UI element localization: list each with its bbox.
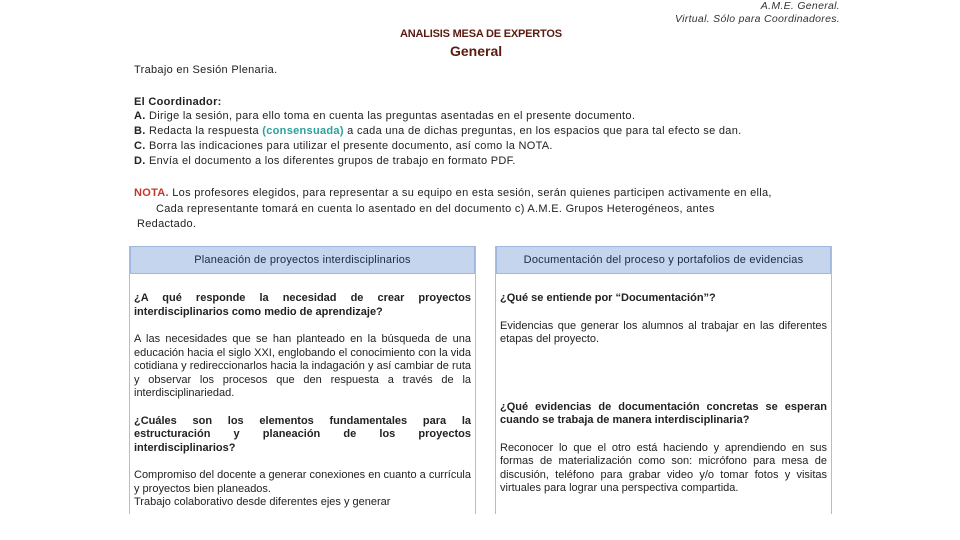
instruction-d-text: Envía el documento a los diferentes grupos de trabajo en formato PDF. — [145, 155, 516, 167]
left-answer-2: Compromiso del docente a generar conexiones en cuanto a currícula y proyectos bien planeados. — [134, 469, 471, 495]
right-column — [495, 246, 832, 514]
instruction-b-pre: Redacta la respuesta — [145, 125, 263, 137]
coordinator-label: El Coordinador: — [134, 96, 222, 108]
header-line-2: Virtual. Sólo para Coordinadores. — [675, 13, 840, 25]
instruction-c-text: Borra las indicaciones para utilizar el presente documento, así como la NOTA. — [145, 140, 553, 152]
instruction-a-letter: A. — [134, 110, 146, 122]
right-answer-1: Evidencias que generar los alumnos al trabajar en las diferentes etapas del proyecto. — [500, 319, 827, 345]
left-answer-1: A las necesidades que se han planteado en la búsqueda de una educación hacia el siglo XXI, englobando el conocimiento con la vida cotidiana y redireccionarlos hacia la indagación y así cambiar de ruta y observar los procesos que den respuesta a través de la interdisciplinariedad. — [134, 333, 471, 399]
right-question-2: ¿Qué evidencias de documentación concretas se esperan cuando se trabaja de manera interdisciplinaria? — [500, 400, 827, 426]
instruction-d — [134, 155, 516, 167]
document-header — [675, 0, 840, 26]
left-question-2: ¿Cuáles son los elementos fundamentales para la estructuración y planeación de los proyectos interdisciplinarios? — [134, 414, 471, 454]
note-line-2: Cada representante tomará en cuenta lo asentado en del documento c) A.M.E. Grupos Heterogéneos, antes — [156, 203, 715, 215]
instruction-d-letter: D. — [134, 155, 146, 167]
right-answer-2: Reconocer lo que el otro está haciendo y aprendiendo en sus formas de materialización como son: micrófono para mesa de discusión, teléfono para grabar video y/o tomar fotos y visitas virtuales para lograr una perspectiva compartida. — [500, 441, 827, 494]
left-column-heading: Planeación de proyectos interdisciplinarios — [130, 246, 475, 274]
instruction-b-highlight: (consensuada) — [262, 125, 344, 137]
instruction-b-letter: B. — [134, 125, 146, 137]
header-line-1: A.M.E. General. — [760, 0, 840, 12]
instruction-c-letter: C. — [134, 140, 146, 152]
note-label: NOTA. — [134, 187, 169, 199]
document-subtitle: General — [450, 43, 503, 59]
left-column — [129, 246, 476, 514]
right-column-heading: Documentación del proceso y portafolios de evidencias — [496, 246, 831, 274]
instruction-a-text: Dirige la sesión, para ello toma en cuenta las preguntas asentadas en el presente documento. — [145, 110, 636, 122]
left-column-body — [130, 274, 475, 510]
right-question-1: ¿Qué se entiende por “Documentación”? — [500, 292, 716, 304]
document-title: ANALISIS MESA DE EXPERTOS — [400, 28, 562, 40]
note-line-3: Redactado. — [137, 218, 197, 230]
session-label: Trabajo en Sesión Plenaria. — [134, 64, 278, 76]
instruction-b-post: a cada una de dichas preguntas, en los espacios que para tal efecto se dan. — [343, 125, 742, 137]
note-text-1: Los profesores elegidos, para representar a su equipo en esta sesión, serán quienes participen activamente en ella, — [168, 187, 772, 199]
instruction-a — [134, 110, 635, 122]
note-line-1 — [134, 187, 772, 199]
left-answer-3: Trabajo colaborativo desde diferentes ejes y generar — [134, 496, 391, 508]
instruction-b — [134, 125, 741, 137]
left-question-1: ¿A qué responde la necesidad de crear proyectos interdisciplinarios como medio de aprendizaje? — [134, 292, 471, 318]
instruction-c — [134, 140, 553, 152]
right-column-body — [496, 274, 831, 496]
